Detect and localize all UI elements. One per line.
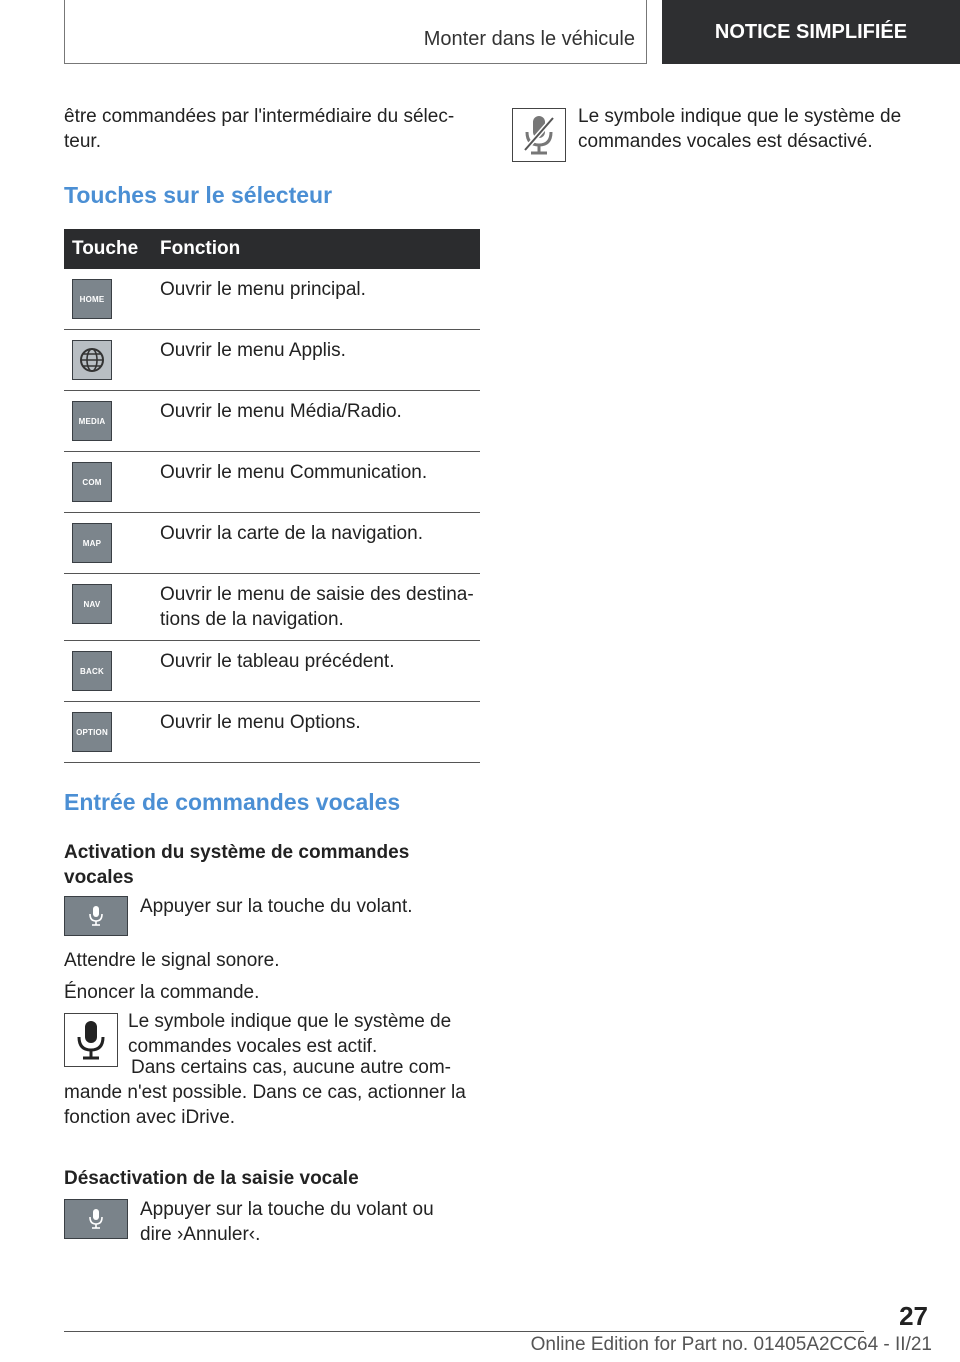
table-row <box>64 269 480 330</box>
col-header-key: Touche <box>64 229 150 269</box>
symbol-inactive-row <box>512 104 912 162</box>
intro-text: être commandées par l'intermédiaire du sélec‐teur. <box>64 106 455 152</box>
voice-heading: Entrée de commandes vocales <box>64 789 401 815</box>
function-text: Ouvrir le menu Média/Radio. <box>160 401 402 422</box>
edition-footer: Online Edition for Part no. 01405A2CC64 - II/21 <box>530 1334 932 1355</box>
map-key-icon: MAP <box>72 523 112 563</box>
press-or-say-row <box>64 1199 480 1247</box>
right-column <box>512 104 912 162</box>
table-row <box>64 391 480 452</box>
function-text: Ouvrir la carte de la navigation. <box>160 523 423 544</box>
apps-globe-icon <box>72 340 112 380</box>
left-column <box>64 104 480 1247</box>
option-key-icon: OPTION <box>72 712 112 752</box>
key-table <box>64 229 480 763</box>
microphone-button-icon <box>64 1199 128 1239</box>
function-text: Ouvrir le menu Communication. <box>160 462 428 483</box>
function-text: Ouvrir le menu Options. <box>160 712 361 733</box>
function-text: Ouvrir le menu de saisie des destina‐tions de la navigation. <box>160 584 474 630</box>
press-wheel-row <box>64 896 480 936</box>
header-tab: NOTICE SIMPLIFIÉE <box>662 0 960 64</box>
microphone-button-icon <box>64 896 128 936</box>
touches-heading: Touches sur le sélecteur <box>64 182 333 208</box>
media-key-icon: MEDIA <box>72 401 112 441</box>
microphone-disabled-icon <box>512 108 566 162</box>
home-key-icon: HOME <box>72 279 112 319</box>
function-text: Ouvrir le menu principal. <box>160 279 366 300</box>
activation-heading: Activation du système de commandes vocales <box>64 842 410 888</box>
back-key-icon: BACK <box>72 651 112 691</box>
nav-key-icon: NAV <box>72 584 112 624</box>
com-key-icon: COM <box>72 462 112 502</box>
press-wheel-text: Appuyer sur la touche du volant. <box>140 896 413 917</box>
page-number: 27 <box>899 1301 928 1331</box>
table-row <box>64 641 480 702</box>
note-text: Dans certains cas, aucune autre com‐mande n'est possible. Dans ce cas, actionner la fonction avec iDrive. <box>64 1057 466 1128</box>
symbol-active-text: Le symbole indique que le système de commandes vocales est actif. <box>128 1011 452 1057</box>
table-row <box>64 574 480 641</box>
deactivation-heading: Désactivation de la saisie vocale <box>64 1168 359 1189</box>
microphone-active-icon <box>64 1013 118 1067</box>
col-header-function: Fonction <box>150 229 480 269</box>
table-row <box>64 513 480 574</box>
section-title: Monter dans le véhicule <box>423 28 635 50</box>
footer-divider <box>64 1331 864 1332</box>
say-command-text: Énoncer la commande. <box>64 982 260 1003</box>
table-row <box>64 702 480 763</box>
function-text: Ouvrir le tableau précédent. <box>160 651 395 672</box>
table-row <box>64 330 480 391</box>
function-text: Ouvrir le menu Applis. <box>160 340 346 361</box>
press-or-say-text: Appuyer sur la touche du volant ou dire ›Annuler‹. <box>140 1199 434 1245</box>
table-row <box>64 452 480 513</box>
symbol-inactive-text: Le symbole indique que le système de commandes vocales est désactivé. <box>578 106 902 152</box>
wait-signal-text: Attendre le signal sonore. <box>64 950 280 971</box>
